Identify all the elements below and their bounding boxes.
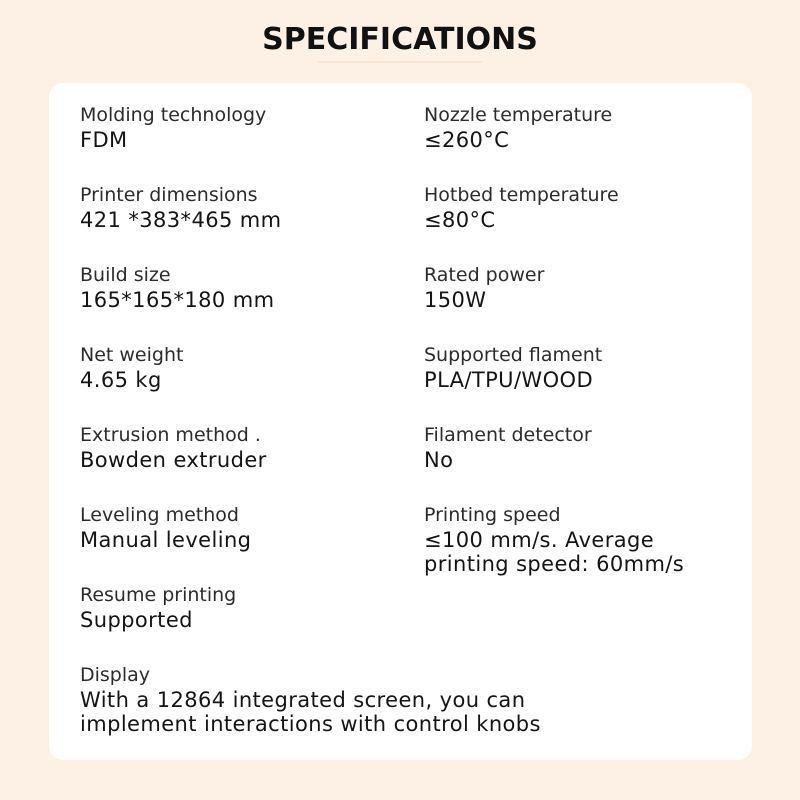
spec-label: Net weight xyxy=(80,344,184,366)
spec-value: PLA/TPU/WOOD xyxy=(424,368,594,392)
page-title: SPECIFICATIONS xyxy=(262,22,538,57)
spec-label: Rated power xyxy=(424,264,545,286)
spec-rated-power xyxy=(424,262,754,312)
spec-supported-filament xyxy=(424,342,754,392)
spec-printer-dimensions xyxy=(80,182,410,232)
spec-display xyxy=(80,662,720,736)
spec-label: Nozzle temperature xyxy=(424,104,613,126)
spec-label: Printer dimensions xyxy=(80,184,258,206)
spec-value: Bowden extruder xyxy=(80,448,267,472)
spec-value: FDM xyxy=(80,128,128,152)
spec-value: Manual leveling xyxy=(80,528,252,552)
spec-leveling-method xyxy=(80,502,410,552)
spec-hotbed-temperature xyxy=(424,182,754,232)
spec-value: No xyxy=(424,448,454,472)
spec-label: Display xyxy=(80,664,151,686)
spec-net-weight xyxy=(80,342,410,392)
spec-filament-detector xyxy=(424,422,754,472)
spec-label: Extrusion method . xyxy=(80,424,261,446)
spec-value: Supported xyxy=(80,608,193,632)
spec-value: 165*165*180 mm xyxy=(80,288,275,312)
title-underline xyxy=(318,61,482,63)
spec-label: Leveling method xyxy=(80,504,239,526)
spec-label: Build size xyxy=(80,264,171,286)
specifications-card xyxy=(49,83,752,760)
spec-extrusion-method xyxy=(80,422,410,472)
spec-label: Molding technology xyxy=(80,104,267,126)
spec-resume-printing xyxy=(80,582,410,632)
spec-nozzle-temperature xyxy=(424,102,754,152)
spec-label: Hotbed temperature xyxy=(424,184,619,206)
spec-value: 4.65 kg xyxy=(80,368,162,392)
spec-build-size xyxy=(80,262,410,312)
spec-value: 150W xyxy=(424,288,487,312)
spec-value: ≤260°C xyxy=(424,128,510,152)
spec-label: Supported flament xyxy=(424,344,603,366)
spec-label: Resume printing xyxy=(80,584,237,606)
spec-value: ≤80°C xyxy=(424,208,496,232)
spec-printing-speed xyxy=(424,502,754,576)
spec-label: Filament detector xyxy=(424,424,592,446)
spec-value: With a 12864 integrated screen, you can implement interactions with control knobs xyxy=(80,688,541,736)
spec-molding-technology xyxy=(80,102,410,152)
spec-value: 421 *383*465 mm xyxy=(80,208,282,232)
spec-label: Printing speed xyxy=(424,504,561,526)
spec-value: ≤100 mm/s. Average printing speed: 60mm/s xyxy=(424,528,685,576)
